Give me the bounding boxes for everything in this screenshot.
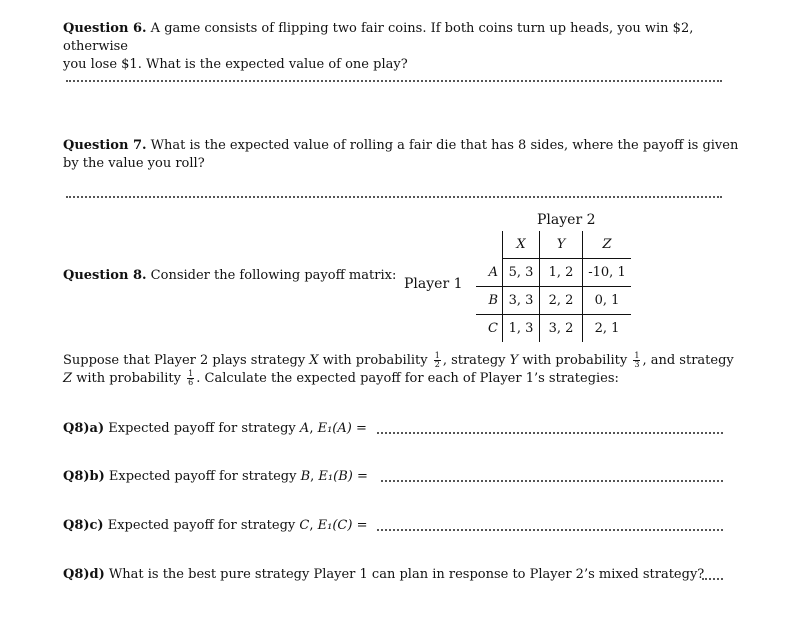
para-text-5: , and strategy	[642, 353, 734, 368]
frac2-den: 3	[634, 360, 640, 369]
q8d-label: Q8)d)	[63, 567, 105, 582]
para-text-4: with probability	[522, 353, 628, 368]
q8c-sep: ,	[309, 518, 314, 533]
q8-paragraph	[63, 352, 735, 388]
para-text-3: , strategy	[442, 353, 506, 368]
q8b-label: Q8)b)	[63, 469, 105, 484]
question-6	[63, 20, 743, 74]
cell-b-z: 0, 1	[583, 287, 632, 315]
q8c-strategy: C	[299, 518, 310, 533]
q8-intro-text: Consider the following payoff matrix:	[150, 268, 397, 283]
cell-a-z: -10, 1	[583, 259, 632, 287]
para-strategy-x: X	[309, 353, 319, 368]
q8c-answer-line[interactable]	[377, 529, 723, 531]
q8a-text: Expected payoff for strategy	[108, 421, 296, 436]
q7-answer-line[interactable]	[66, 196, 722, 198]
q8b-row	[63, 468, 723, 486]
cell-c-y: 3, 2	[540, 315, 583, 343]
para-text-7: . Calculate the expected payoff for each of Player 1’s strategies:	[196, 371, 619, 386]
q8c-row	[63, 517, 723, 535]
q8-label: Question 8.	[63, 268, 147, 283]
q6-label: Question 6.	[63, 21, 147, 36]
q8a-strategy: A	[299, 421, 310, 436]
q6-answer-line[interactable]	[66, 80, 722, 82]
q8b-formula: E₁(B) =	[318, 469, 368, 484]
question-7	[63, 137, 743, 173]
frac3-num: 1	[188, 369, 194, 378]
q8c-text: Expected payoff for strategy	[107, 518, 296, 533]
cell-a-y: 1, 2	[540, 259, 583, 287]
q7-line2	[63, 155, 743, 173]
frac2-num: 1	[634, 351, 640, 360]
q8-para-line2	[63, 370, 735, 388]
col-z-label: Z	[602, 237, 612, 252]
q7-text-line2: by the value you roll?	[63, 156, 205, 171]
col-x-label: X	[516, 237, 526, 252]
row-header-c	[476, 315, 503, 343]
q8d-answer-line[interactable]	[702, 578, 723, 580]
matrix-header-row	[476, 231, 631, 259]
frac3-den: 6	[188, 378, 194, 387]
row-c-label: C	[488, 321, 498, 336]
cell-b-x: 3, 3	[503, 287, 540, 315]
payoff-table	[476, 231, 631, 342]
q7-label: Question 7.	[63, 138, 147, 153]
cell-c-x: 1, 3	[503, 315, 540, 343]
q8d-text: What is the best pure strategy Player 1 can plan in response to Player 2’s mixed strategy?	[108, 567, 705, 582]
question-8-intro	[63, 267, 396, 285]
q8a-label: Q8)a)	[63, 421, 105, 436]
col-header-z	[583, 231, 632, 259]
q8a-row	[63, 420, 723, 438]
row-a-label: A	[488, 264, 498, 280]
matrix-corner	[476, 231, 503, 259]
cell-a-x: 5, 3	[503, 259, 540, 287]
matrix-row-b	[476, 287, 631, 315]
q6-line1	[63, 20, 743, 56]
player-1-label: Player 1	[404, 276, 463, 292]
q8a-answer-line[interactable]	[377, 432, 723, 434]
q8d-row	[63, 566, 723, 584]
fraction-sixth	[187, 370, 194, 387]
q8b-text: Expected payoff for strategy	[108, 469, 297, 484]
para-text-2: with probability	[322, 353, 428, 368]
q6-line2	[63, 56, 743, 74]
q7-text-line1: What is the expected value of rolling a fair die that has 8 sides, where the payoff is given	[150, 138, 739, 153]
fraction-half	[434, 352, 441, 369]
q6-text-line1: A game consists of flipping two fair coins. If both coins turn up heads, you win $2, otherwise	[63, 21, 694, 54]
cell-b-y: 2, 2	[540, 287, 583, 315]
q8c-label: Q8)c)	[63, 518, 104, 533]
payoff-matrix	[476, 231, 631, 342]
frac1-den: 2	[434, 360, 440, 369]
matrix-row-a	[476, 259, 631, 287]
col-y-label: Y	[556, 237, 566, 252]
para-text-6: with probability	[76, 371, 181, 386]
q8a-sep: ,	[309, 421, 314, 436]
row-b-label: B	[488, 293, 498, 308]
matrix-row-c	[476, 315, 631, 343]
para-text-1: Suppose that Player 2 plays strategy	[63, 353, 306, 368]
q8c-formula: E₁(C) =	[317, 518, 368, 533]
fraction-third	[633, 352, 640, 369]
q8b-answer-line[interactable]	[381, 480, 723, 482]
row-header-a	[476, 259, 503, 287]
q8a-formula: E₁(A) =	[317, 421, 367, 436]
q8-para-line1	[63, 352, 735, 370]
para-strategy-z: Z	[63, 371, 73, 386]
q7-line1	[63, 137, 743, 155]
para-strategy-y: Y	[509, 353, 519, 368]
q6-text-line2: you lose $1. What is the expected value of one play?	[63, 57, 408, 72]
player-2-label: Player 2	[537, 212, 596, 228]
row-header-b	[476, 287, 503, 315]
frac1-num: 1	[434, 351, 440, 360]
cell-c-z: 2, 1	[583, 315, 632, 343]
col-header-y	[540, 231, 583, 259]
col-header-x	[503, 231, 540, 259]
q8b-sep: ,	[310, 469, 315, 484]
q8b-strategy: B	[300, 469, 311, 484]
